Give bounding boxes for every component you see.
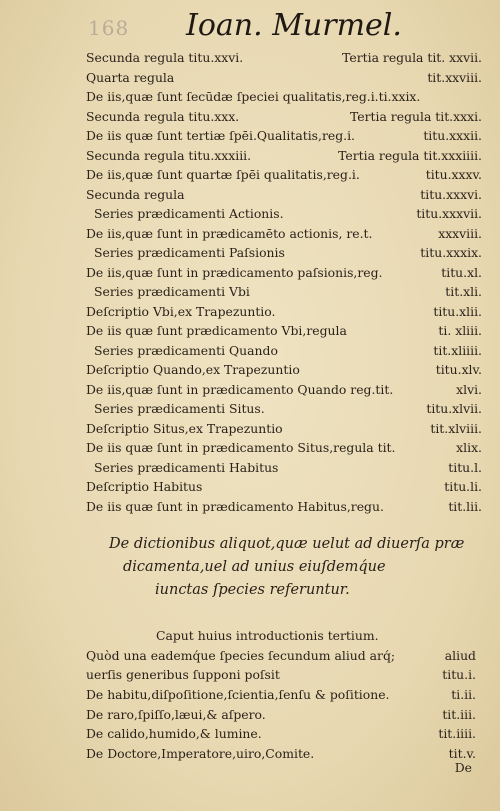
- toc-entry: [86, 165, 482, 185]
- toc-entry: [86, 360, 482, 380]
- toc-entry: [86, 399, 482, 419]
- entry-reference: titu.xxxix.: [420, 245, 482, 260]
- entry-title: De iis,quæ ſunt quartæ ſpēi qualitatis,reg.i.: [86, 167, 360, 182]
- heading-line: dicamenta,uel ad unius eiuſdemq́ue: [123, 559, 386, 575]
- toc-entry: [86, 724, 476, 744]
- toc-entry: [86, 302, 482, 322]
- entry-reference: tit.lii.: [448, 498, 482, 514]
- toc-entry: [86, 321, 482, 341]
- entry-title: De iis,quæ ſunt ſecūdæ ſpeciei qualitatis,reg.i.ti.xxix.: [86, 89, 421, 104]
- toc-entry: [86, 185, 482, 205]
- entry-reference: titu.xlii.: [433, 303, 482, 319]
- entry-title: Secunda regula titu.xxx.: [86, 108, 240, 124]
- entry-reference: titu.li.: [444, 479, 482, 494]
- heading-line: iunctas ſpecies referuntur.: [155, 582, 350, 598]
- entry-title: Secunda regula: [86, 186, 185, 202]
- toc-entry: [86, 341, 482, 361]
- entry-title: Deſcriptio Vbi,ex Trapezuntio.: [86, 303, 276, 319]
- entry-title: Series prædicamenti Actionis.: [94, 206, 284, 221]
- entry-title: De Doctore,Imperatore,uiro,Comite.: [86, 746, 315, 762]
- toc-entry: [86, 438, 482, 458]
- entry-title: Deſcriptio Quando,ex Trapezuntio: [86, 362, 300, 377]
- toc-entry: [86, 419, 482, 439]
- toc-entry: [86, 68, 482, 88]
- page-number: 168: [88, 16, 130, 40]
- entry-reference: titu.xlvii.: [426, 401, 482, 416]
- entry-reference: ti. xliii.: [438, 323, 482, 338]
- entry-title: De raro,ſpiſſo,læui,& aſpero.: [86, 706, 266, 722]
- toc-entry: [86, 243, 482, 263]
- toc-entry: [86, 380, 482, 400]
- entry-reference: tit.xli.: [445, 284, 482, 299]
- entry-reference: titu.i.: [442, 667, 476, 683]
- entry-title: Deſcriptio Habitus: [86, 479, 203, 494]
- heading-line: De dictionibus aliquot,quæ uelut ad diuerſa præ: [109, 536, 465, 552]
- entry-title: Deſcriptio Situs,ex Trapezuntio: [86, 420, 283, 436]
- toc-entry: [86, 282, 482, 302]
- chapter-title: Caput huius introductionis tertium.: [156, 628, 379, 643]
- entry-title: De iis,quæ ſunt in prædicamento paſsionis,reg.: [86, 264, 383, 280]
- toc-entry: [86, 107, 482, 127]
- toc-entry: [86, 685, 476, 705]
- entry-title: Secunda regula titu.xxvi.: [86, 50, 244, 65]
- entry-reference: tit.xliiii.: [433, 342, 482, 358]
- entry-title: De habitu,diſpoſitione,ſcientia,ſenſu & poſitione.: [86, 687, 390, 703]
- entry-title: De iis quæ ſunt tertiæ ſpēi.Qualitatis,reg.i.: [86, 128, 355, 143]
- catchword: De: [454, 760, 472, 775]
- section-heading: [95, 533, 475, 602]
- toc-entry: [86, 458, 482, 478]
- toc-entry: [86, 497, 482, 517]
- toc-entry: [86, 705, 476, 725]
- entry-reference: titu.xxxii.: [423, 128, 482, 143]
- chapter-contents: [86, 626, 476, 764]
- entry-reference: titu.l.: [448, 459, 482, 475]
- entry-title: Quarta regula: [86, 69, 175, 85]
- toc-entry: [86, 204, 482, 224]
- entry-reference: Tertia regula tit.xxxi.: [349, 108, 482, 124]
- toc-entry: [86, 126, 482, 146]
- toc-entry: [86, 224, 482, 244]
- entry-title: Series prædicamenti Vbi: [94, 284, 250, 299]
- entry-reference: titu.xl.: [441, 264, 482, 280]
- entry-title: Secunda regula titu.xxxiii.: [86, 147, 252, 163]
- entry-title: uerſis generibus ſupponi poſsit: [86, 667, 280, 683]
- entry-reference: xlvi.: [456, 381, 482, 397]
- entry-reference: xxxviii.: [438, 225, 482, 241]
- entry-title: De iis quæ ſunt prædicamento Vbi,regula: [86, 323, 347, 338]
- toc-entry: [86, 646, 476, 666]
- toc-entry: [86, 477, 482, 497]
- entry-reference: titu.xxxvi.: [420, 186, 482, 202]
- running-title: Ioan. Murmel.: [186, 8, 402, 43]
- entry-reference: tit.v.: [448, 746, 476, 762]
- toc-entry: [86, 48, 482, 68]
- entry-reference: ti.ii.: [451, 687, 476, 703]
- entry-reference: tit.iii.: [442, 706, 476, 722]
- toc-entry: [86, 87, 482, 107]
- entry-title: De iis quæ ſunt in prædicamento Habitus,regu.: [86, 498, 384, 514]
- entry-title: Quòd una eademq́ue ſpecies ſecundum aliud arq́;: [86, 647, 396, 663]
- entry-title: De iis,quæ ſunt in prædicamēto actionis, re.t.: [86, 225, 373, 241]
- entry-title: Series prædicamenti Situs.: [94, 401, 265, 416]
- entry-title: De calido,humido,& lumine.: [86, 726, 262, 742]
- entry-reference: xlix.: [456, 440, 482, 455]
- entry-reference: aliud: [444, 647, 476, 663]
- entry-title: De iis,quæ ſunt in prædicamento Quando reg.tit.: [86, 381, 394, 397]
- chapter-title-row: [86, 626, 476, 646]
- entry-reference: Tertia regula tit.xxxiiii.: [338, 147, 482, 163]
- table-of-contents: [86, 48, 482, 516]
- entry-reference: titu.xxxv.: [425, 167, 482, 182]
- page-header: [0, 6, 500, 46]
- entry-title: De iis quæ ſunt in prædicamento Situs,regula tit.: [86, 440, 396, 455]
- toc-entry: [86, 665, 476, 685]
- entry-reference: tit.xlviii.: [430, 420, 482, 436]
- entry-reference: Tertia regula tit. xxvii.: [342, 50, 482, 65]
- toc-entry: [86, 744, 476, 764]
- entry-reference: titu.xxxvii.: [416, 206, 482, 221]
- entry-reference: tit.xxviii.: [427, 69, 482, 85]
- entry-reference: tit.iiii.: [438, 726, 476, 742]
- toc-entry: [86, 263, 482, 283]
- entry-title: Series prædicamenti Habitus: [94, 459, 279, 475]
- toc-entry: [86, 146, 482, 166]
- entry-title: Series prædicamenti Paſsionis: [94, 245, 285, 260]
- entry-reference: titu.xlv.: [435, 362, 482, 377]
- entry-title: Series prædicamenti Quando: [94, 342, 278, 358]
